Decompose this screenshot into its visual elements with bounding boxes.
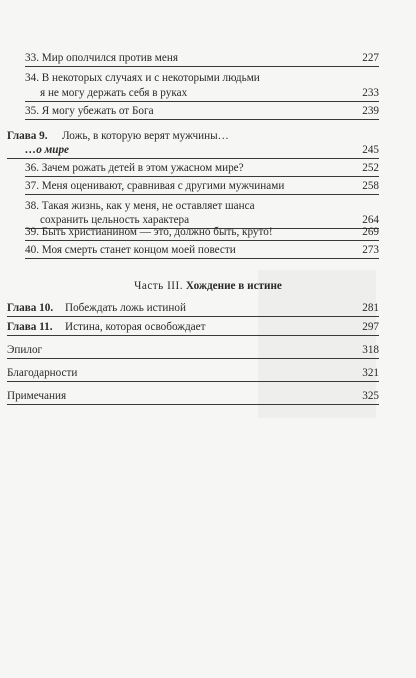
toc-rule: [7, 358, 379, 359]
toc-entry-text: 39. Быть христианином — это, должно быть, круто!: [25, 226, 273, 238]
part-title: Хождение в истине: [185, 280, 282, 292]
toc-entry-text: Эпилог: [7, 344, 43, 356]
toc-entry-text: 35. Я могу убежать от Бога: [25, 105, 154, 117]
toc-rule: [25, 119, 379, 120]
toc-rule: [25, 194, 379, 195]
toc-entry-text: Благодарности: [7, 367, 78, 379]
toc-entry-text-line2: я не могу держать себя в руках: [40, 87, 188, 99]
toc-entry-text-line2: сохранить цельность характера: [40, 214, 190, 226]
toc-entry-text-line1: 34. В некоторых случаях и с некоторыми людьми: [25, 72, 260, 84]
chapter-title-line1: Ложь, в которую верят мужчины…: [62, 130, 229, 142]
chapter-title-line2: …о мире: [25, 144, 70, 156]
toc-rule: [25, 101, 379, 102]
toc-page-number: 239: [362, 105, 379, 117]
toc-rule: [7, 316, 379, 317]
toc-rule: [25, 176, 379, 177]
chapter-title: Побеждать ложь истиной: [65, 302, 186, 314]
chapter-label: Глава 10.: [7, 302, 54, 314]
toc-rule: [7, 335, 379, 336]
part-heading: [0, 279, 416, 293]
toc-rule: [7, 381, 379, 382]
toc-page-number: 233: [362, 87, 379, 99]
toc-page-number: 297: [362, 321, 379, 333]
toc-page-number: 318: [362, 344, 379, 356]
toc-page-number: 252: [362, 162, 379, 174]
toc-entry-text-line1: 38. Такая жизнь, как у меня, не оставляет шанса: [25, 200, 255, 212]
toc-page-number: 245: [362, 144, 379, 156]
toc-page-number: 325: [362, 390, 379, 402]
toc-entry-text: 33. Мир ополчился против меня: [25, 52, 178, 64]
toc-entry-text: 37. Меня оценивают, сравнивая с другими мужчинами: [25, 180, 285, 192]
chapter-title: Истина, которая освобождает: [65, 321, 206, 333]
toc-page-number: 258: [362, 180, 379, 192]
toc-page-number: 321: [362, 367, 379, 379]
toc-page-number: 281: [362, 302, 379, 314]
toc-page-number: 227: [362, 52, 379, 64]
toc-entry-text: Примечания: [7, 390, 67, 402]
toc-page-number: 269: [362, 226, 379, 238]
part-label: Часть III.: [134, 280, 184, 292]
toc-rule: [7, 404, 379, 405]
chapter-label: Глава 11.: [7, 321, 53, 333]
chapter-label: Глава 9.: [7, 130, 48, 142]
toc-rule: [25, 240, 379, 241]
toc-rule: [7, 158, 379, 159]
toc-rule: [25, 66, 379, 67]
toc-page-number: 264: [362, 214, 379, 226]
toc-entry-text: 36. Зачем рожать детей в этом ужасном мире?: [25, 162, 244, 174]
toc-rule: [25, 258, 379, 259]
toc-entry-text: 40. Моя смерть станет концом моей повести: [25, 244, 236, 256]
toc-page-number: 273: [362, 244, 379, 256]
